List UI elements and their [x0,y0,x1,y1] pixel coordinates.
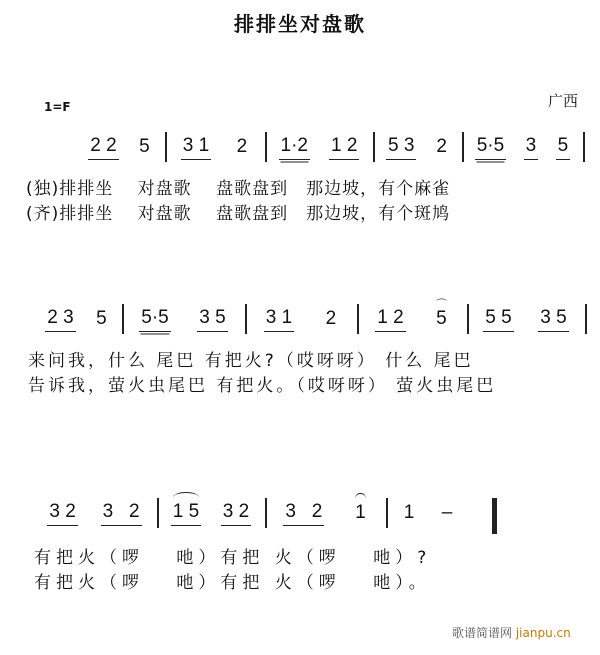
measure [269,496,382,526]
lyrics-line: (独)排排坐 对盘歌 盘歌盘到 那边坡，有个麻雀 [26,179,451,199]
measure [466,130,579,160]
barline [265,132,267,162]
note-group: 2 [325,308,337,329]
note-group: 5 5 [483,308,513,332]
barline [245,304,247,334]
note-group: 5 [556,136,571,160]
note-group: 1·2 [279,136,310,160]
note-group: 2 [236,136,248,157]
measure [361,299,463,332]
barline [467,304,469,334]
note-group: 3 2 [101,502,142,526]
barline [265,498,267,528]
measure [249,302,353,332]
note-group: 2 [436,136,447,157]
note-group: 3 5 [197,308,227,332]
barline [386,498,388,528]
measure [471,302,581,332]
note-group: 1 [353,503,368,526]
measure [126,302,241,332]
barline [462,132,464,162]
note-group: 3 1 [181,136,211,160]
measure [79,130,161,160]
measure [269,130,369,160]
measure [169,130,261,160]
barline [157,498,159,528]
key-signature: 1=F [44,100,71,114]
barline [357,304,359,334]
barline [165,132,167,162]
slur-mark [173,492,199,503]
measure [161,496,261,526]
note-group: 5 3 [386,136,416,160]
watermark: 歌谱简谱网 jianpu.cn [452,626,571,640]
song-title: 排排坐对盘歌 [234,12,366,36]
region-label: 广西 [548,92,579,110]
note-group: 5 ⌒ [434,309,449,332]
barline [373,132,375,162]
slur-mark [355,493,366,504]
note-group: 5 [139,136,150,157]
note-group: 1 [403,502,415,523]
barline [122,304,124,334]
note-group: 2 3 [45,308,75,332]
note-group: 3 1 [264,308,294,332]
note-group: 3 5 [538,308,568,332]
note-group: 1 5 [171,502,201,526]
note-group: 5·5 [139,308,170,332]
final-barline [492,498,497,534]
fermata-icon: ⌒ [435,299,447,311]
lyrics-line: 告诉我，萤火虫尾巴 有把火。（哎呀呀） 萤火虫尾巴 [28,376,497,396]
barline [583,132,585,162]
note-group: 3 [524,136,539,160]
lyrics-line: 来问我，什么 尾巴 有把火?（哎呀呀） 什么 尾巴 [28,351,474,371]
measure [390,496,466,526]
note-group: 1 2 [375,308,405,332]
note-group: 3 2 [47,502,77,526]
measure [36,496,153,526]
note-group: – [441,502,453,523]
note-group: 5 [96,308,107,329]
barline [585,304,587,334]
note-group: 5·5 [475,136,506,160]
note-group: 2 2 [88,136,118,160]
measure [36,302,118,332]
lyrics-line: 有把火（啰 吔）有把 火（啰 吔）。 [34,573,431,593]
lyrics-line: 有把火（啰 吔）有把 火（啰 吔）? [34,548,432,568]
note-group: 3 2 [283,502,324,526]
note-group: 3 2 [221,502,251,526]
note-group: 1 2 [329,136,359,160]
lyrics-line: (齐)排排坐 对盘歌 盘歌盘到 那边坡，有个斑鸠 [26,204,451,224]
measure [377,130,458,160]
